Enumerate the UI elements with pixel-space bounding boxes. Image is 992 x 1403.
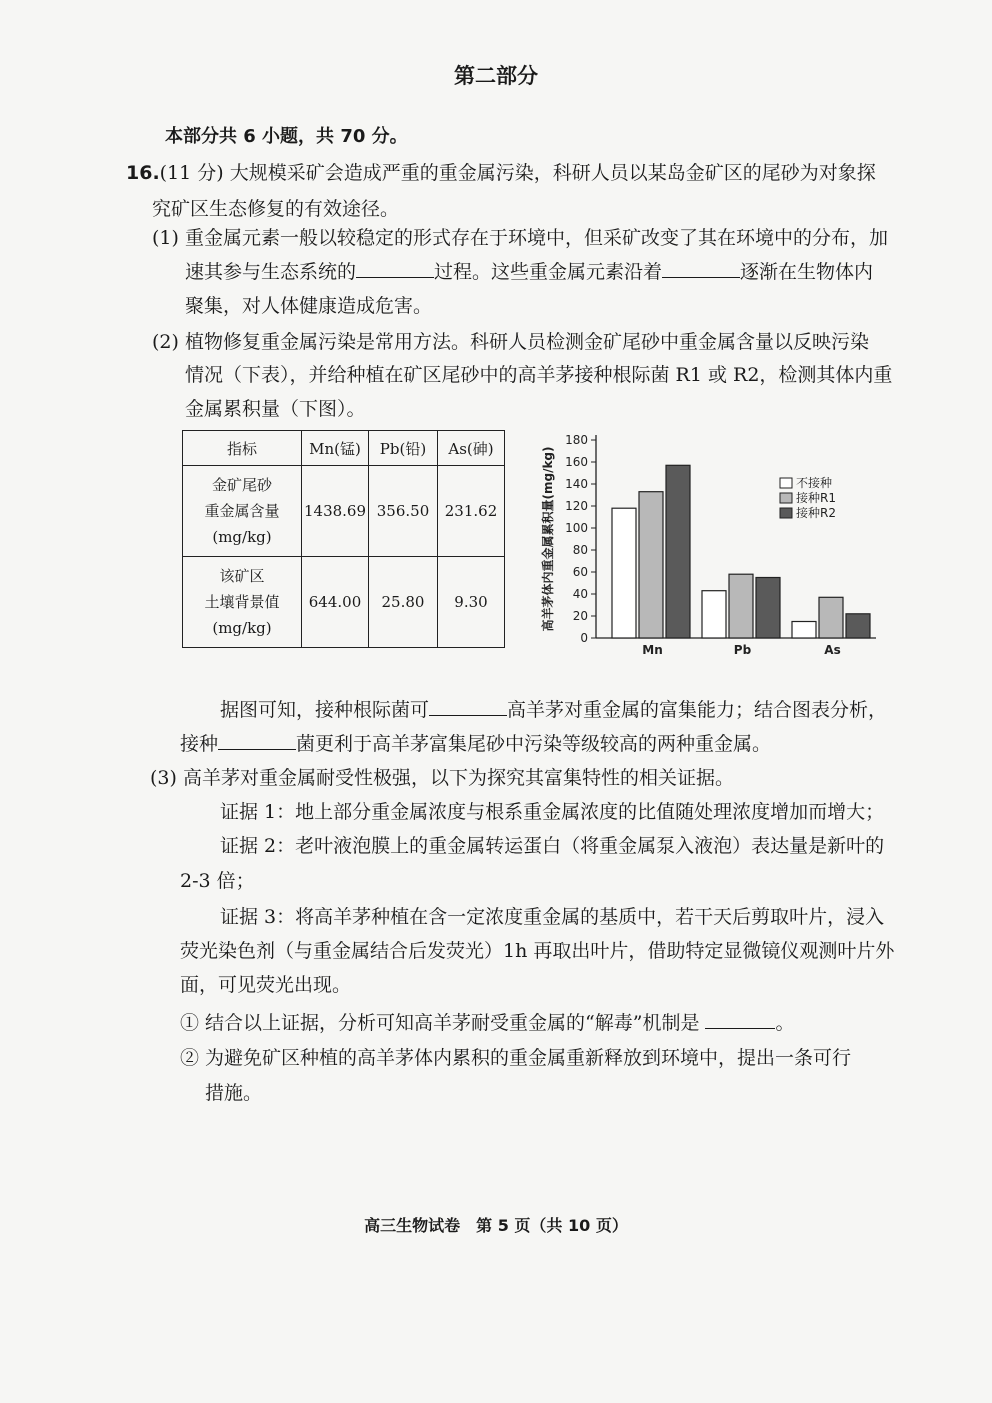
table-header-cell: 指标 [183,431,302,466]
question-16-stem: 16.(11 分) 大规模采矿会造成严重的重金属污染，科研人员以某岛金矿区的尾砂为对象探 [126,162,876,184]
evidence-3-cont-2: 面，可见荧光出现。 [180,974,352,996]
y-tick-label: 160 [565,455,588,469]
answer-blank-1[interactable] [356,259,434,278]
answer-blank-5[interactable] [705,1010,775,1029]
table-cell: 644.00 [302,557,369,648]
x-tick-label: Mn [642,643,663,657]
table-cell: 231.62 [438,466,505,557]
part-2-line-2: 情况（下表），并给种植在矿区尾砂中的高羊茅接种根际菌 R1 或 R2，检测其体内重 [185,364,893,386]
y-tick-label: 60 [572,565,588,579]
table-header-cell: Mn(锰) [302,431,369,466]
legend-label: 接种R2 [796,506,836,520]
table-cell: 356.50 [369,466,438,557]
y-tick-label: 140 [565,477,588,491]
answer-blank-4[interactable] [218,731,296,750]
legend-swatch [780,493,792,503]
y-tick-label: 180 [565,433,588,447]
page-footer: 高三生物试卷 第 5 页（共 10 页） [364,1216,628,1235]
answer-blank-3[interactable] [429,697,507,716]
bar-as-2 [819,597,843,638]
legend-swatch [780,478,792,488]
evidence-2-cont: 2-3 倍； [180,870,255,892]
y-tick-label: 100 [565,521,588,535]
subquestion-1: ① 结合以上证据，分析可知高羊茅耐受重金属的“解毒”机制是 。 [180,1012,795,1034]
y-tick-label: 40 [572,587,588,601]
part-1-line-2: 速其参与生态系统的 过程。这些重金属元素沿着 逐渐在生物体内 [185,261,874,283]
table-cell: 25.80 [369,557,438,648]
section-title: 第二部分 [454,64,538,88]
heavy-metal-table [182,430,505,648]
evidence-3: 证据 3：将高羊茅种植在含一定浓度重金属的基质中，若干天后剪取叶片，浸入 [220,906,885,928]
row-label: 金矿尾砂 重金属含量 (mg/kg) [183,466,302,557]
evidence-2: 证据 2：老叶液泡膜上的重金属转运蛋白（将重金属泵入液泡）表达量是新叶的 [220,835,885,857]
bar-pb-2 [729,574,753,638]
legend-swatch [780,508,792,518]
legend-label: 不接种 [796,476,833,490]
part-2-line-3: 金属累积量（下图）。 [185,398,366,420]
table-row [183,557,505,648]
bar-mn-3 [666,465,690,638]
part-2-line-1: (2) 植物修复重金属污染是常用方法。科研人员检测金矿尾砂中重金属含量以反映污染 [152,331,869,353]
evidence-3-cont-1: 荧光染色剂（与重金属结合后发荧光）1h 再取出叶片，借助特定显微镜仪观测叶片外 [180,940,895,962]
legend-label: 接种R1 [796,491,836,505]
accumulation-bar-chart [528,425,888,660]
question-number: 16. [126,162,160,184]
part-1-line-1: (1) 重金属元素一般以较稳定的形式存在于环境中，但采矿改变了其在环境中的分布，加 [152,227,888,249]
bar-mn-1 [612,508,636,638]
bar-as-1 [792,622,816,639]
table-row [183,466,505,557]
part-2-after-2: 接种 菌更利于高羊茅富集尾砂中污染等级较高的两种重金属。 [180,733,772,755]
table-cell: 9.30 [438,557,505,648]
part-3-line-1: (3) 高羊茅对重金属耐受性极强，以下为探究其富集特性的相关证据。 [150,767,734,789]
y-tick-label: 20 [572,609,588,623]
table-cell: 1438.69 [302,466,369,557]
section-intro: 本部分共 6 小题，共 70 分。 [165,126,408,147]
bar-pb-1 [702,591,726,638]
y-tick-label: 80 [572,543,588,557]
row-label: 该矿区 土壤背景值 (mg/kg) [183,557,302,648]
question-16-stem-cont: 究矿区生态修复的有效途径。 [152,198,400,220]
y-tick-label: 120 [565,499,588,513]
part-1-line-3: 聚集，对人体健康造成危害。 [185,295,433,317]
bar-as-3 [846,614,870,638]
x-tick-label: As [824,643,841,657]
answer-blank-2[interactable] [662,259,740,278]
part-2-after-1: 据图可知，接种根际菌可 高羊茅对重金属的富集能力；结合图表分析， [220,699,888,721]
bar-pb-3 [756,578,780,639]
y-tick-label: 0 [580,631,588,645]
x-tick-label: Pb [733,643,752,657]
y-axis-label: 高羊茅体内重金属累积量(mg/kg) [541,446,555,632]
bar-mn-2 [639,492,663,638]
subquestion-2-cont: 措施。 [205,1082,263,1104]
table-header-cell: As(砷) [438,431,505,466]
evidence-1: 证据 1：地上部分重金属浓度与根系重金属浓度的比值随处理浓度增加而增大； [220,801,885,823]
subquestion-2: ② 为避免矿区种植的高羊茅体内累积的重金属重新释放到环境中，提出一条可行 [180,1047,852,1069]
table-header-row [183,431,505,466]
table-header-cell: Pb(铅) [369,431,438,466]
